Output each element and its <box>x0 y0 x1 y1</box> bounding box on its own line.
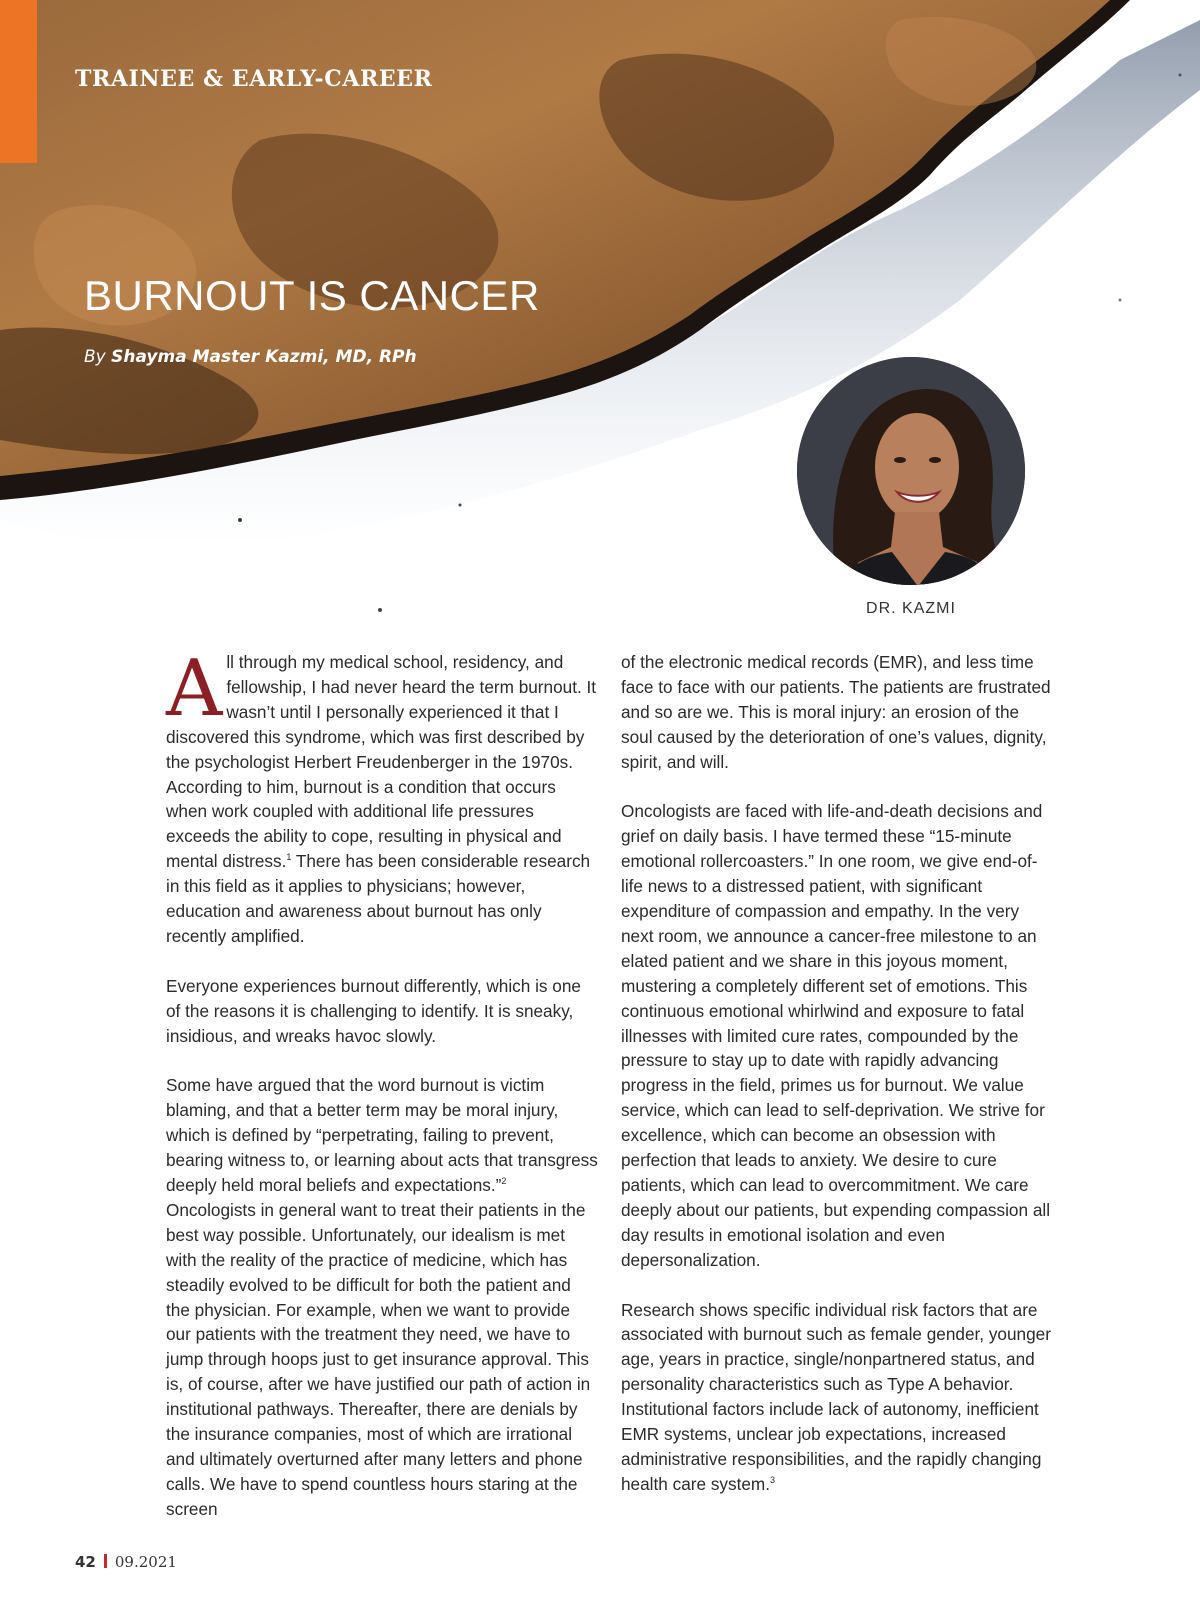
author-photo <box>797 357 1025 585</box>
author-portrait <box>797 357 1025 585</box>
byline <box>84 347 417 367</box>
paragraph-5-text: Research shows specific individual risk factors that are associated with burnout such as female gender, younger age, years in practice, single/nonpartnered status, and personality characteristics such as Type A behavior. Institutional factors include lack of autonomy, inefficient EMR systems, unclear job expectations, increased administrative responsibilities, and the rapidly changing health care system. <box>621 1299 1051 1494</box>
footnote-ref-3: 3 <box>770 1474 776 1485</box>
footnote-ref-2: 2 <box>501 1176 507 1186</box>
page-footer <box>75 1553 177 1571</box>
paragraph-3-text: Some have argued that the word burnout is victim blaming, and that a better term may be moral injury, which is defined by “perpetrating, failing to prevent, bearing witness to, or learning about acts that transgress deeply held moral beliefs and expectations.” <box>166 1075 598 1195</box>
paragraph-2: Everyone experiences burnout differently, which is one of the reasons it is challenging to identify. It is sneaky, insidious, and wreaks havoc slowly. <box>166 975 581 1046</box>
paragraph-1-text-continued: There has been considerable research in this field as it applies to physicians; however, education and awareness about burnout has only recently amplified. <box>166 851 591 946</box>
section-accent-bar <box>0 0 37 163</box>
paragraph-5 <box>621 1298 1053 1497</box>
footnote-ref-1: 1 <box>286 852 292 863</box>
drop-cap: A <box>166 644 223 734</box>
paragraph-4: Oncologists are faced with life-and-death decisions and grief on daily basis. I have termed these “15-minute emotional rollercoasters.” In one room, we give end-of-life news to a distressed patient, with significant expenditure of compassion and empathy. In the very next room, we announce a cancer-free milestone to an elated patient and we share in this joyous moment, mustering a completely different set of emotions. This continuous emotional whirlwind and exposure to fatal illnesses with limited cure rates, compounded by the pressure to stay up to date with rapidly advancing progress in the field, primes us for burnout. We value service, which can lead to self-deprivation. We strive for excellence, which can become an obsession with perfection that leads to anxiety. We desire to cure patients, which can lead to overcommitment. We care deeply about our patients, but expending compassion all day results in emotional isolation and even depersonalization. <box>621 801 1051 1270</box>
paragraph-3 <box>166 1073 598 1521</box>
paragraph-1-text: ll through my medical school, residency, and fellowship, I had never heard the term burnout. It wasn’t until I personally experienced it that I discovered this syndrome, which was first described by the psychologist Herbert Freudenberger in the 1970s. According to him, burnout is a condition that occurs when work coupled with additional life pressures exceeds the ability to cope, resulting in physical and mental distress. <box>166 652 597 872</box>
paragraph-1 <box>166 644 598 949</box>
article-column-left <box>166 644 598 1547</box>
article-title: BURNOUT IS CANCER <box>84 272 540 319</box>
section-label: TRAINEE & EARLY-CAREER <box>75 66 433 92</box>
paragraph-3-text-continued: Oncologists in general want to treat their patients in the best way possible. Unfortunately, our idealism is met with the reality of the practice of medicine, which has steadily evolved to be difficult for both the patient and the physician. For example, when we want to provide our patients with the treatment they need, we have to jump through hoops just to get insurance approval. This is, of course, after we have justified our path of action in institutional pathways. Thereafter, there are denials by the insurance companies, most of which are irrational and ultimately overturned after many letters and phone calls. We have to spend countless hours staring at the screen <box>166 1199 591 1519</box>
footer-separator <box>104 1554 107 1568</box>
paragraph-3-continued: of the electronic medical records (EMR), and less time face to face with our patients. The patients are frustrated and so are we. This is moral injury: an erosion of the soul caused by the deterioration of one’s values, dignity, spirit, and will. <box>621 652 1051 772</box>
byline-prefix: By <box>84 347 106 367</box>
article-column-right <box>621 650 1053 1522</box>
portrait-caption: DR. KAZMI <box>866 600 956 617</box>
issue-date: 09.2021 <box>114 1553 177 1571</box>
page-number: 42 <box>75 1553 96 1571</box>
author-name: Shayma Master Kazmi, MD, RPh <box>111 347 417 367</box>
